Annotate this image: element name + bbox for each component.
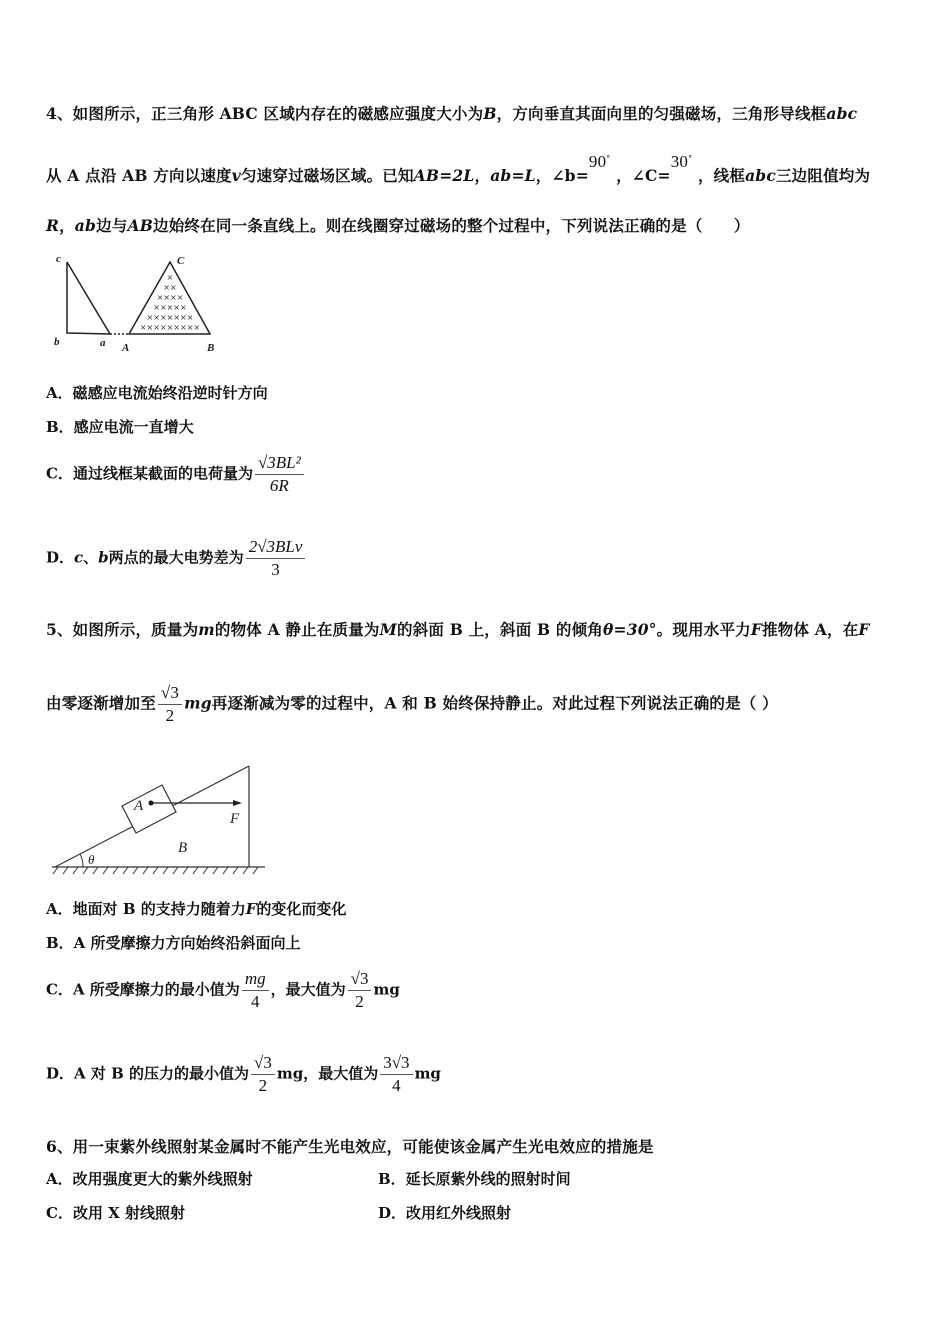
- var-M: M: [379, 620, 397, 639]
- svg-text:××××: ××××: [156, 293, 184, 302]
- magnetic-field-diagram: [50, 250, 230, 360]
- unit-mg: mg: [414, 1064, 441, 1083]
- q5-stem-line-2: [46, 682, 778, 727]
- q4-option-a[interactable]: [46, 382, 268, 403]
- q5-diagram-incline: [50, 760, 270, 880]
- svg-text:××: ××: [163, 283, 177, 292]
- text: 、: [83, 548, 99, 567]
- numerator: √3: [251, 1052, 275, 1075]
- q5-stem-line-1: [46, 618, 870, 640]
- svg-text:×××××: ×××××: [153, 303, 187, 312]
- fraction: [380, 1052, 412, 1097]
- svg-text:A: A: [122, 342, 130, 354]
- text: 三边阻值均为: [775, 166, 871, 185]
- numerator: 2√3BLv: [246, 536, 306, 559]
- var-F: F: [858, 620, 870, 639]
- option-text: ，最大值为: [270, 980, 346, 999]
- q4-option-b[interactable]: [46, 416, 194, 437]
- q5-option-d[interactable]: [46, 1052, 441, 1097]
- option-text: 的变化而变化: [256, 900, 347, 918]
- numerator: √3: [158, 682, 182, 705]
- option-text: C．A 所受摩擦力的最小值为: [46, 980, 240, 999]
- svg-text:B: B: [178, 840, 188, 856]
- var-AB: AB: [127, 216, 154, 235]
- q4-stem-line-1: [46, 102, 857, 124]
- option-text: A．改用强度更大的紫外线照射: [46, 1170, 253, 1188]
- var-abc: abc: [745, 166, 776, 185]
- option-prefix: D．: [46, 548, 75, 567]
- option-text: B．延长原紫外线的照射时间: [378, 1170, 571, 1188]
- var-F: F: [750, 620, 763, 639]
- text: 6、用一束紫外线照射某金属时不能产生光电效应，可能使该金属产生光电效应的措施是: [46, 1137, 654, 1156]
- var-AB: AB=2L: [413, 166, 475, 185]
- degree: °: [606, 154, 611, 163]
- svg-text:b: b: [54, 336, 60, 348]
- var-v: v: [231, 166, 241, 185]
- text: ，: [474, 166, 491, 185]
- svg-text:×××××××××: ×××××××××: [139, 323, 201, 332]
- fraction: [242, 968, 269, 1013]
- text: 由零逐渐增加至: [46, 693, 156, 713]
- option-text: mg，最大值为: [276, 1064, 379, 1083]
- option-text: D．A 对 B 的压力的最小值为: [46, 1064, 249, 1083]
- option-text: C．改用 X 射线照射: [46, 1204, 186, 1222]
- text: 边始终在同一条直线上。则在线圈穿过磁场的整个过程中，下列说法正确的是（ ）: [153, 216, 750, 235]
- fraction: [251, 1052, 275, 1097]
- degree: °: [688, 154, 693, 163]
- option-text: D．改用红外线照射: [378, 1204, 512, 1222]
- text: ，线框: [697, 166, 746, 185]
- denominator: 4: [392, 1076, 401, 1095]
- option-text: A．地面对 B 的支持力随着力: [46, 900, 246, 918]
- numerator: √3: [348, 968, 372, 991]
- fraction: [255, 452, 304, 497]
- svg-text:C: C: [177, 255, 185, 267]
- angle-b-label: ，∠b=: [535, 166, 589, 185]
- var-mg: mg: [184, 693, 212, 713]
- svg-text:F: F: [230, 811, 240, 827]
- svg-text:a: a: [100, 337, 106, 349]
- numerator: 3√3: [380, 1052, 412, 1075]
- var-abc: abc: [826, 104, 858, 123]
- q4-diagram-triangles: [50, 250, 230, 360]
- unit-mg: mg: [373, 980, 400, 999]
- option-text: B．A 所受摩擦力方向始终沿斜面向上: [46, 934, 301, 952]
- svg-text:B: B: [207, 342, 215, 354]
- var-c: c: [74, 548, 84, 567]
- text: 的物体 A 静止在质量为: [214, 620, 380, 639]
- text: ，方向垂直其面向里的匀强磁场，三角形导线框: [496, 104, 827, 123]
- angle-C-value: 30: [670, 152, 689, 171]
- fraction: [246, 536, 306, 581]
- option-text: A．磁感应电流始终沿逆时针方向: [46, 384, 268, 402]
- q4-option-d[interactable]: [46, 536, 307, 581]
- svg-text:c: c: [56, 253, 61, 265]
- q6-option-a[interactable]: [46, 1168, 253, 1189]
- angle-C-label: ，∠C=: [616, 166, 671, 185]
- text: 再逐渐减为零的过程中，A 和 B 始终保持静止。对此过程下列说法正确的是（ ）: [211, 693, 778, 713]
- var-R: R: [46, 216, 60, 235]
- var-m: m: [198, 620, 215, 639]
- fraction: [158, 682, 182, 727]
- q6-option-c[interactable]: [46, 1202, 185, 1223]
- text: 5、如图所示，质量为: [46, 620, 199, 639]
- denominator: 3: [271, 560, 280, 579]
- denominator: 2: [355, 992, 364, 1011]
- svg-text:×: ×: [166, 273, 174, 282]
- var-b: b: [98, 548, 109, 567]
- q4-option-c[interactable]: [46, 452, 306, 497]
- var-theta: θ=30°: [603, 620, 657, 639]
- text: 4、如图所示，正三角形 ABC 区域内存在的磁感应强度大小为: [46, 104, 484, 123]
- q6-option-d[interactable]: [378, 1202, 511, 1223]
- q5-option-c[interactable]: [46, 968, 400, 1013]
- denominator: 4: [250, 992, 260, 1011]
- svg-text:A: A: [134, 798, 144, 814]
- var-ab: ab: [74, 216, 97, 235]
- var-B: B: [483, 104, 497, 123]
- text: 匀速穿过磁场区域。已知: [240, 166, 414, 185]
- q6-option-b[interactable]: [378, 1168, 571, 1189]
- q5-option-b[interactable]: [46, 932, 301, 953]
- fraction: [348, 968, 372, 1013]
- text: 推物体 A，在: [762, 620, 859, 639]
- text: ，: [59, 216, 75, 235]
- numerator: mg: [242, 968, 269, 991]
- denominator: 2: [165, 706, 175, 725]
- denominator: 2: [258, 1076, 268, 1095]
- angle-b-value: 90: [588, 152, 607, 171]
- option-text: 两点的最大电势差为: [108, 548, 244, 567]
- text: 边与: [96, 216, 128, 235]
- svg-text:θ: θ: [88, 852, 95, 867]
- text: 的斜面 B 上，斜面 B 的倾角: [397, 620, 603, 639]
- q4-stem-line-2: [46, 152, 871, 186]
- q4-stem-line-3: [46, 214, 750, 236]
- text: 。现用水平力: [656, 620, 751, 639]
- var-ab: ab=L: [490, 166, 536, 185]
- denominator: 6R: [269, 476, 289, 495]
- option-text: C．通过线框某截面的电荷量为: [46, 464, 253, 483]
- q6-stem: [46, 1135, 654, 1157]
- svg-text:×××××××: ×××××××: [146, 313, 194, 322]
- numerator: √3BL²: [255, 452, 304, 475]
- option-text: B．感应电流一直增大: [46, 418, 194, 436]
- var-F: F: [245, 900, 257, 918]
- incline-diagram: [50, 760, 270, 880]
- q5-option-a[interactable]: [46, 898, 346, 919]
- text: 从 A 点沿 AB 方向以速度: [46, 166, 232, 185]
